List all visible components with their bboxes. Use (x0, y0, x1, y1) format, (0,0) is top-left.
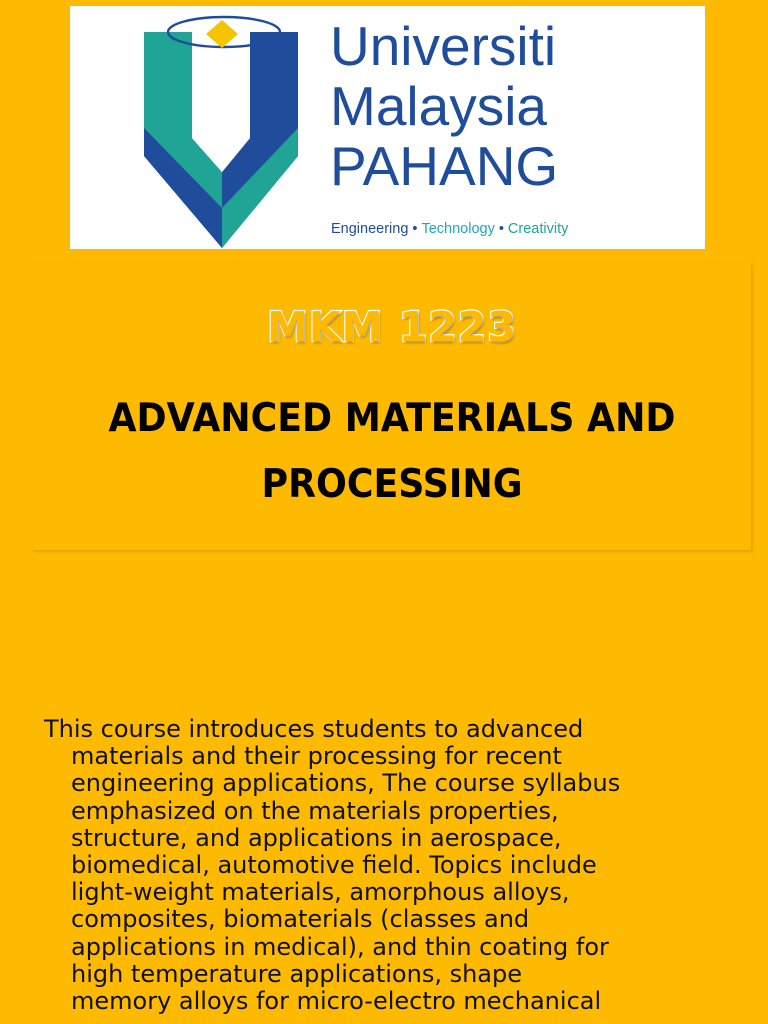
tagline-engineering: Engineering (331, 221, 409, 237)
description-line: emphasized on the materials properties, (71, 796, 559, 825)
description-line: structure, and applications in aerospace, (71, 823, 562, 852)
description-line: memory alloys for micro-electro mechanical (71, 987, 602, 1016)
tagline-technology: Technology (421, 221, 495, 237)
description-line: This course introduces students to advanced (44, 715, 584, 743)
description-line: biomedical, automotive field. Topics include (71, 851, 597, 880)
course-title-box (33, 263, 752, 551)
tagline-separator: • (498, 221, 504, 237)
description-line: high temperature applications, shape (71, 959, 523, 988)
tagline-separator: • (412, 221, 418, 237)
description-line: composites, biomaterials (classes and (71, 905, 530, 934)
course-title-line-1: ADVANCED MATERIALS AND (108, 396, 676, 441)
university-tagline (331, 221, 568, 237)
description-line: applications in medical), and thin coating for (71, 932, 609, 961)
description-line: engineering applications, The course syllabus (71, 769, 621, 798)
description-line: light-weight materials, amorphous alloys, (71, 878, 570, 907)
course-description (44, 716, 744, 1015)
university-name (330, 16, 700, 196)
university-name-line-1: Universiti (330, 15, 557, 77)
tagline-creativity: Creativity (507, 221, 569, 237)
course-title (58, 386, 726, 518)
course-code: MKM 1223 (267, 303, 517, 351)
university-name-line-2: Malaysia (330, 75, 548, 137)
description-line: materials and their processing for recent (71, 742, 562, 771)
university-name-line-3: PAHANG (330, 135, 559, 197)
university-logo (70, 6, 705, 249)
university-emblem-icon (142, 8, 304, 248)
course-title-line-2: PROCESSING (261, 462, 523, 507)
